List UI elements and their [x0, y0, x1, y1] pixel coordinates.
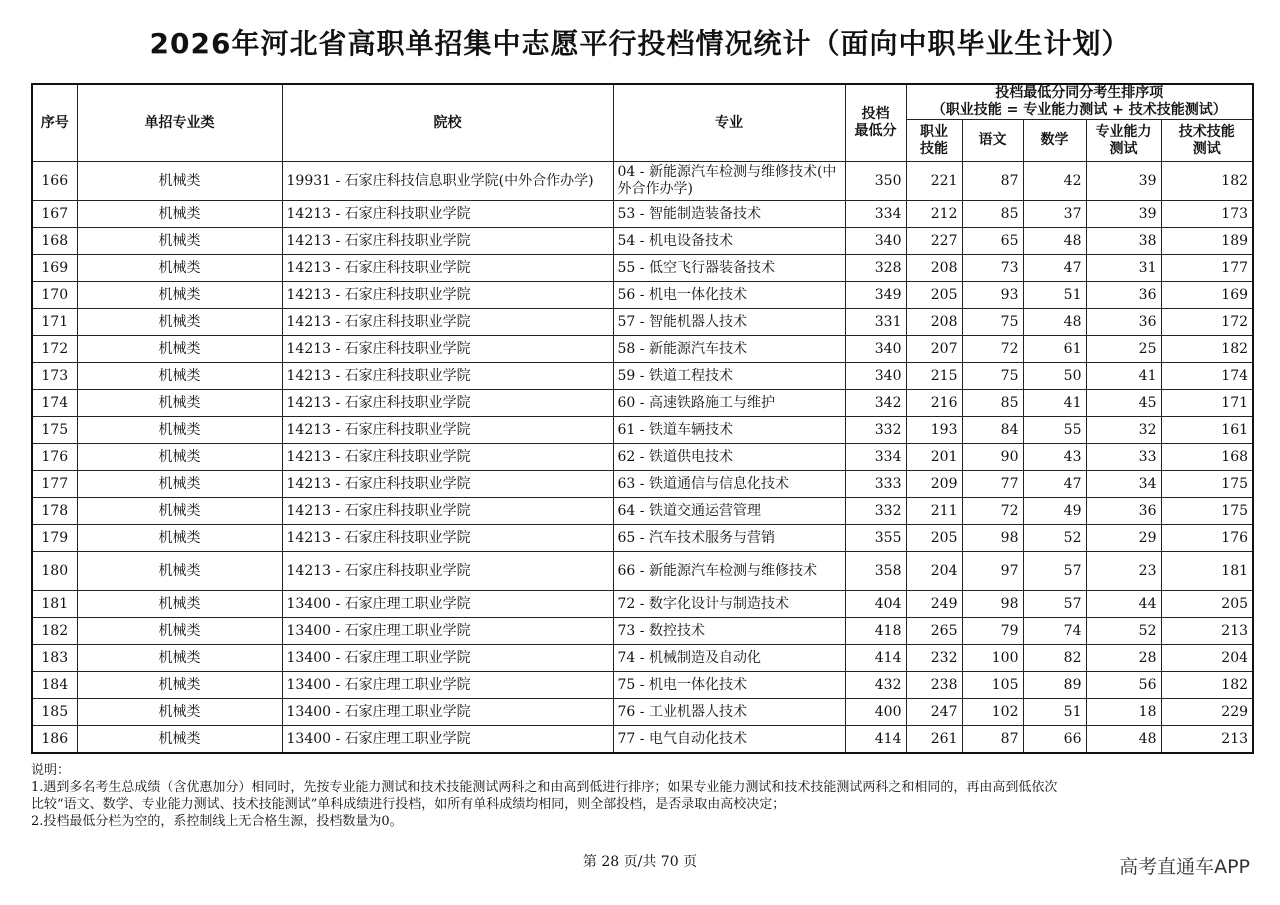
cell-school: 14213 - 石家庄科技职业学院	[282, 471, 613, 498]
header-seq: 序号	[32, 84, 77, 162]
cell-major: 61 - 铁道车辆技术	[613, 417, 845, 444]
table-row	[32, 228, 1253, 255]
cell-seq: 174	[32, 390, 77, 417]
cell-chinese: 75	[962, 309, 1023, 336]
cell-seq: 172	[32, 336, 77, 363]
table-row	[32, 390, 1253, 417]
cell-min-score: 342	[845, 390, 906, 417]
cell-chinese: 93	[962, 282, 1023, 309]
cell-chinese: 100	[962, 645, 1023, 672]
cell-seq: 173	[32, 363, 77, 390]
table-row	[32, 552, 1253, 591]
cell-math: 57	[1023, 552, 1086, 591]
cell-ability-test: 52	[1086, 618, 1161, 645]
cell-ability-test: 18	[1086, 699, 1161, 726]
table-row	[32, 417, 1253, 444]
cell-vocational: 211	[906, 498, 962, 525]
cell-skill-test: 189	[1161, 228, 1253, 255]
cell-chinese: 72	[962, 498, 1023, 525]
cell-vocational: 208	[906, 255, 962, 282]
table-row	[32, 282, 1253, 309]
cell-school: 14213 - 石家庄科技职业学院	[282, 525, 613, 552]
cell-skill-test: 173	[1161, 201, 1253, 228]
cell-math: 37	[1023, 201, 1086, 228]
cell-school: 13400 - 石家庄理工职业学院	[282, 726, 613, 754]
cell-major: 54 - 机电设备技术	[613, 228, 845, 255]
cell-min-score: 340	[845, 228, 906, 255]
cell-category: 机械类	[77, 255, 282, 282]
cell-seq: 175	[32, 417, 77, 444]
cell-school: 14213 - 石家庄科技职业学院	[282, 390, 613, 417]
table-row	[32, 699, 1253, 726]
cell-vocational: 193	[906, 417, 962, 444]
cell-major: 64 - 铁道交通运营管理	[613, 498, 845, 525]
cell-min-score: 340	[845, 336, 906, 363]
cell-category: 机械类	[77, 699, 282, 726]
cell-school: 13400 - 石家庄理工职业学院	[282, 591, 613, 618]
cell-skill-test: 181	[1161, 552, 1253, 591]
cell-ability-test: 33	[1086, 444, 1161, 471]
cell-vocational: 208	[906, 309, 962, 336]
cell-chinese: 72	[962, 336, 1023, 363]
cell-major: 74 - 机械制造及自动化	[613, 645, 845, 672]
cell-school: 13400 - 石家庄理工职业学院	[282, 699, 613, 726]
cell-category: 机械类	[77, 591, 282, 618]
cell-category: 机械类	[77, 444, 282, 471]
cell-vocational: 209	[906, 471, 962, 498]
cell-major: 58 - 新能源汽车技术	[613, 336, 845, 363]
cell-school: 19931 - 石家庄科技信息职业学院(中外合作办学)	[282, 162, 613, 201]
cell-skill-test: 182	[1161, 672, 1253, 699]
cell-chinese: 105	[962, 672, 1023, 699]
cell-ability-test: 41	[1086, 363, 1161, 390]
table-row	[32, 498, 1253, 525]
cell-math: 51	[1023, 699, 1086, 726]
cell-major: 62 - 铁道供电技术	[613, 444, 845, 471]
cell-category: 机械类	[77, 363, 282, 390]
table-body	[32, 162, 1253, 754]
cell-skill-test: 176	[1161, 525, 1253, 552]
table-row	[32, 255, 1253, 282]
cell-vocational: 238	[906, 672, 962, 699]
page-number: 第 28 页/共 70 页	[582, 854, 698, 870]
cell-seq: 181	[32, 591, 77, 618]
cell-seq: 166	[32, 162, 77, 201]
table-row	[32, 672, 1253, 699]
table-row	[32, 525, 1253, 552]
cell-chinese: 97	[962, 552, 1023, 591]
cell-min-score: 350	[845, 162, 906, 201]
cell-ability-test: 31	[1086, 255, 1161, 282]
header-group-title: 投档最低分同分考生排序项	[995, 85, 1164, 101]
header-skill-test: 技术技能 测试	[1161, 120, 1253, 162]
table-row	[32, 201, 1253, 228]
cell-min-score: 340	[845, 363, 906, 390]
cell-chinese: 84	[962, 417, 1023, 444]
cell-category: 机械类	[77, 417, 282, 444]
cell-skill-test: 168	[1161, 444, 1253, 471]
notes-line: 1.遇到多名考生总成绩（含优惠加分）相同时，先按专业能力测试和技术技能测试两科之和由高到低进行排序；如果专业能力测试和技术技能测试两科之和相同的，再由高到低依次	[31, 780, 1058, 795]
cell-skill-test: 204	[1161, 645, 1253, 672]
app-watermark: 高考直通车APP	[1119, 856, 1250, 878]
cell-vocational: 205	[906, 282, 962, 309]
cell-min-score: 400	[845, 699, 906, 726]
cell-ability-test: 36	[1086, 282, 1161, 309]
cell-ability-test: 29	[1086, 525, 1161, 552]
cell-math: 89	[1023, 672, 1086, 699]
cell-seq: 180	[32, 552, 77, 591]
cell-min-score: 332	[845, 498, 906, 525]
cell-category: 机械类	[77, 309, 282, 336]
cell-school: 14213 - 石家庄科技职业学院	[282, 552, 613, 591]
cell-vocational: 247	[906, 699, 962, 726]
cell-skill-test: 213	[1161, 618, 1253, 645]
cell-math: 43	[1023, 444, 1086, 471]
cell-major: 59 - 铁道工程技术	[613, 363, 845, 390]
cell-seq: 176	[32, 444, 77, 471]
cell-seq: 186	[32, 726, 77, 754]
cell-min-score: 404	[845, 591, 906, 618]
page-title: 2026年河北省高职单招集中志愿平行投档情况统计（面向中职毕业生计划）	[149, 27, 1131, 60]
cell-math: 48	[1023, 228, 1086, 255]
cell-math: 57	[1023, 591, 1086, 618]
notes-heading: 说明：	[31, 763, 71, 778]
cell-major: 04 - 新能源汽车检测与维修技术(中外合作办学)	[613, 162, 845, 201]
cell-seq: 171	[32, 309, 77, 336]
cell-chinese: 85	[962, 201, 1023, 228]
cell-vocational: 216	[906, 390, 962, 417]
cell-school: 14213 - 石家庄科技职业学院	[282, 228, 613, 255]
header-ability-test: 专业能力 测试	[1086, 120, 1161, 162]
cell-category: 机械类	[77, 336, 282, 363]
cell-vocational: 205	[906, 525, 962, 552]
cell-skill-test: 205	[1161, 591, 1253, 618]
notes-line: 2.投档最低分栏为空的，系控制线上无合格生源，投档数量为0。	[31, 814, 403, 829]
cell-math: 82	[1023, 645, 1086, 672]
cell-school: 13400 - 石家庄理工职业学院	[282, 618, 613, 645]
cell-vocational: 221	[906, 162, 962, 201]
cell-vocational: 201	[906, 444, 962, 471]
cell-major: 77 - 电气自动化技术	[613, 726, 845, 754]
header-chinese: 语文	[962, 120, 1023, 162]
cell-category: 机械类	[77, 552, 282, 591]
cell-vocational: 265	[906, 618, 962, 645]
table-row	[32, 726, 1253, 754]
cell-math: 47	[1023, 255, 1086, 282]
cell-min-score: 332	[845, 417, 906, 444]
header-min-score: 投档 最低分	[845, 84, 906, 162]
header-vocational: 职业 技能	[906, 120, 962, 162]
cell-vocational: 212	[906, 201, 962, 228]
cell-vocational: 232	[906, 645, 962, 672]
cell-math: 50	[1023, 363, 1086, 390]
cell-chinese: 75	[962, 363, 1023, 390]
cell-chinese: 87	[962, 726, 1023, 754]
cell-ability-test: 39	[1086, 162, 1161, 201]
cell-skill-test: 229	[1161, 699, 1253, 726]
cell-category: 机械类	[77, 672, 282, 699]
cell-ability-test: 23	[1086, 552, 1161, 591]
cell-school: 14213 - 石家庄科技职业学院	[282, 309, 613, 336]
cell-min-score: 334	[845, 444, 906, 471]
cell-math: 51	[1023, 282, 1086, 309]
cell-skill-test: 213	[1161, 726, 1253, 754]
cell-vocational: 207	[906, 336, 962, 363]
cell-school: 14213 - 石家庄科技职业学院	[282, 336, 613, 363]
cell-school: 14213 - 石家庄科技职业学院	[282, 498, 613, 525]
cell-chinese: 102	[962, 699, 1023, 726]
table-row	[32, 363, 1253, 390]
header-group-formula: （职业技能 = 专业能力测试 + 技术技能测试）	[931, 102, 1227, 118]
cell-major: 63 - 铁道通信与信息化技术	[613, 471, 845, 498]
cell-seq: 182	[32, 618, 77, 645]
cell-math: 48	[1023, 309, 1086, 336]
cell-school: 14213 - 石家庄科技职业学院	[282, 417, 613, 444]
cell-seq: 169	[32, 255, 77, 282]
cell-category: 机械类	[77, 471, 282, 498]
cell-seq: 184	[32, 672, 77, 699]
cell-ability-test: 38	[1086, 228, 1161, 255]
notes-line: 比较“语文、数学、专业能力测试、技术技能测试”单科成绩进行投档，如所有单科成绩均相同，则全部投档，是否录取由高校决定；	[31, 797, 786, 812]
cell-chinese: 90	[962, 444, 1023, 471]
cell-math: 41	[1023, 390, 1086, 417]
cell-ability-test: 34	[1086, 471, 1161, 498]
cell-ability-test: 36	[1086, 309, 1161, 336]
cell-category: 机械类	[77, 645, 282, 672]
cell-seq: 167	[32, 201, 77, 228]
cell-seq: 178	[32, 498, 77, 525]
cell-chinese: 65	[962, 228, 1023, 255]
cell-seq: 168	[32, 228, 77, 255]
cell-school: 13400 - 石家庄理工职业学院	[282, 672, 613, 699]
cell-major: 57 - 智能机器人技术	[613, 309, 845, 336]
cell-skill-test: 175	[1161, 471, 1253, 498]
cell-ability-test: 48	[1086, 726, 1161, 754]
cell-seq: 170	[32, 282, 77, 309]
cell-ability-test: 39	[1086, 201, 1161, 228]
cell-min-score: 358	[845, 552, 906, 591]
cell-vocational: 204	[906, 552, 962, 591]
cell-seq: 177	[32, 471, 77, 498]
cell-math: 52	[1023, 525, 1086, 552]
cell-chinese: 98	[962, 525, 1023, 552]
cell-skill-test: 161	[1161, 417, 1253, 444]
cell-major: 72 - 数字化设计与制造技术	[613, 591, 845, 618]
cell-vocational: 261	[906, 726, 962, 754]
cell-major: 60 - 高速铁路施工与维护	[613, 390, 845, 417]
cell-skill-test: 172	[1161, 309, 1253, 336]
cell-min-score: 334	[845, 201, 906, 228]
cell-chinese: 77	[962, 471, 1023, 498]
cell-math: 74	[1023, 618, 1086, 645]
header-math: 数学	[1023, 120, 1086, 162]
cell-vocational: 249	[906, 591, 962, 618]
cell-seq: 183	[32, 645, 77, 672]
table-row	[32, 162, 1253, 201]
cell-ability-test: 28	[1086, 645, 1161, 672]
cell-chinese: 85	[962, 390, 1023, 417]
cell-min-score: 333	[845, 471, 906, 498]
table-row	[32, 444, 1253, 471]
cell-math: 55	[1023, 417, 1086, 444]
table-row	[32, 336, 1253, 363]
cell-school: 14213 - 石家庄科技职业学院	[282, 282, 613, 309]
cell-school: 14213 - 石家庄科技职业学院	[282, 444, 613, 471]
cell-min-score: 349	[845, 282, 906, 309]
cell-math: 49	[1023, 498, 1086, 525]
cell-skill-test: 174	[1161, 363, 1253, 390]
cell-major: 55 - 低空飞行器装备技术	[613, 255, 845, 282]
cell-ability-test: 56	[1086, 672, 1161, 699]
cell-school: 14213 - 石家庄科技职业学院	[282, 255, 613, 282]
cell-category: 机械类	[77, 201, 282, 228]
cell-min-score: 414	[845, 645, 906, 672]
cell-category: 机械类	[77, 162, 282, 201]
header-major: 专业	[613, 84, 845, 162]
cell-skill-test: 182	[1161, 336, 1253, 363]
cell-category: 机械类	[77, 498, 282, 525]
cell-major: 73 - 数控技术	[613, 618, 845, 645]
cell-seq: 185	[32, 699, 77, 726]
cell-skill-test: 171	[1161, 390, 1253, 417]
cell-min-score: 432	[845, 672, 906, 699]
cell-category: 机械类	[77, 726, 282, 754]
cell-min-score: 418	[845, 618, 906, 645]
header-school: 院校	[282, 84, 613, 162]
cell-vocational: 215	[906, 363, 962, 390]
cell-ability-test: 25	[1086, 336, 1161, 363]
cell-chinese: 73	[962, 255, 1023, 282]
cell-school: 14213 - 石家庄科技职业学院	[282, 363, 613, 390]
cell-major: 66 - 新能源汽车检测与维修技术	[613, 552, 845, 591]
header-category: 单招专业类	[77, 84, 282, 162]
cell-major: 65 - 汽车技术服务与营销	[613, 525, 845, 552]
cell-min-score: 414	[845, 726, 906, 754]
cell-category: 机械类	[77, 228, 282, 255]
cell-category: 机械类	[77, 618, 282, 645]
cell-math: 66	[1023, 726, 1086, 754]
cell-major: 53 - 智能制造装备技术	[613, 201, 845, 228]
table-row	[32, 645, 1253, 672]
cell-school: 13400 - 石家庄理工职业学院	[282, 645, 613, 672]
cell-math: 42	[1023, 162, 1086, 201]
table-row	[32, 618, 1253, 645]
cell-category: 机械类	[77, 282, 282, 309]
cell-category: 机械类	[77, 525, 282, 552]
admission-table	[31, 83, 1254, 754]
table-row	[32, 591, 1253, 618]
table-row	[32, 471, 1253, 498]
cell-ability-test: 36	[1086, 498, 1161, 525]
cell-min-score: 331	[845, 309, 906, 336]
cell-chinese: 87	[962, 162, 1023, 201]
cell-skill-test: 169	[1161, 282, 1253, 309]
cell-seq: 179	[32, 525, 77, 552]
cell-vocational: 227	[906, 228, 962, 255]
notes	[31, 762, 1252, 830]
cell-ability-test: 44	[1086, 591, 1161, 618]
cell-major: 75 - 机电一体化技术	[613, 672, 845, 699]
cell-ability-test: 32	[1086, 417, 1161, 444]
cell-ability-test: 45	[1086, 390, 1161, 417]
cell-school: 14213 - 石家庄科技职业学院	[282, 201, 613, 228]
cell-chinese: 98	[962, 591, 1023, 618]
cell-min-score: 355	[845, 525, 906, 552]
header-sort-group	[906, 84, 1253, 120]
table-row	[32, 309, 1253, 336]
cell-category: 机械类	[77, 390, 282, 417]
cell-skill-test: 177	[1161, 255, 1253, 282]
cell-math: 47	[1023, 471, 1086, 498]
cell-chinese: 79	[962, 618, 1023, 645]
cell-major: 56 - 机电一体化技术	[613, 282, 845, 309]
cell-math: 61	[1023, 336, 1086, 363]
cell-min-score: 328	[845, 255, 906, 282]
cell-skill-test: 175	[1161, 498, 1253, 525]
cell-skill-test: 182	[1161, 162, 1253, 201]
cell-major: 76 - 工业机器人技术	[613, 699, 845, 726]
